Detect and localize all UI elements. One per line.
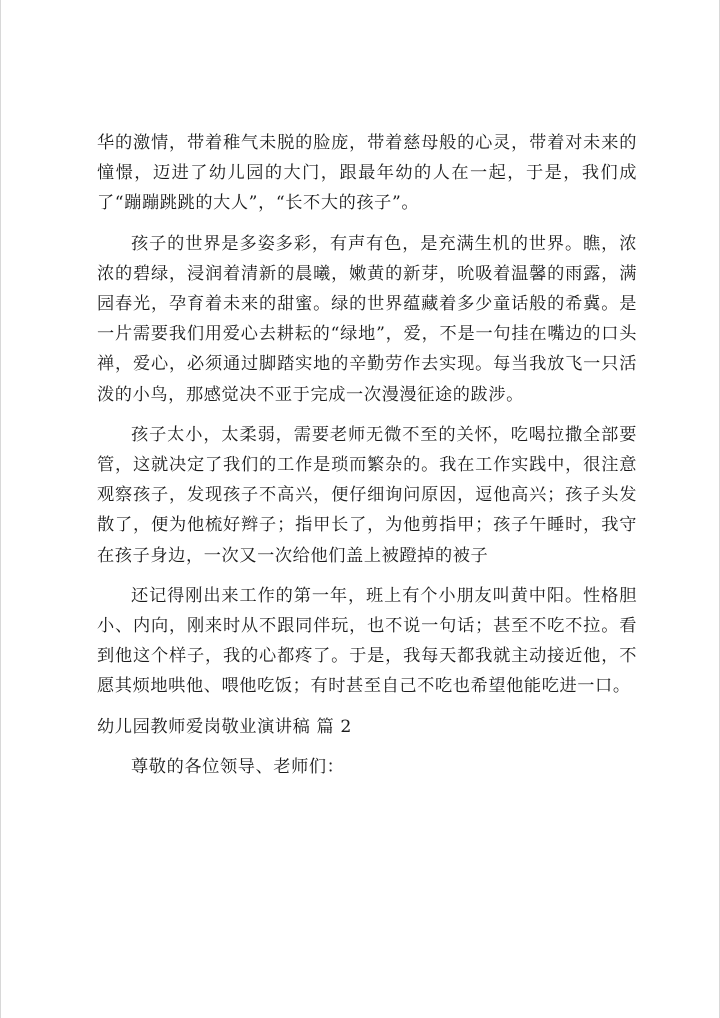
paragraph-children-world: 孩子的世界是多姿多彩，有声有色，是充满生机的世界。瞧，浓浓的碧绿，浸润着清新的晨曦，嫩黄的新芽，吮吸着温馨的雨露，满园春光，孕育着未来的甜蜜。绿的世界蕴藏着多少童话般的希冀。是一片需要我们用爱心去耕耘的“绿地”，爱，不是一句挂在嘴边的口头禅，爱心，必须通过脚踏实地的辛勤劳作去实现。每当我放飞一只活泼的小鸟，那感觉决不亚于完成一次漫漫征途的跋涉。 (97, 233, 637, 405)
salutation: 尊敬的各位领导、老师们： (131, 756, 345, 777)
document-body (97, 128, 637, 782)
paragraph-first-year: 还记得刚出来工作的第一年，班上有个小朋友叫黄中阳。性格胆小、内向，刚来时从不跟同伴玩，也不说一句话；甚至不吃不拉。看到他这个样子，我的心都疼了。于是，我每天都我就主动接近他，不愿其烦地哄他、喂他吃饭；有时甚至自己不吃也希望他能吃进一口。 (97, 585, 637, 697)
paragraph-continuation: 华的激情，带着稚气未脱的脸庞，带着慈母般的心灵，带着对未来的憧憬，迈进了幼儿园的大门，跟最年幼的人在一起，于是，我们成了“蹦蹦跳跳的大人”，“长不大的孩子”。 (97, 133, 637, 214)
paragraph-children-care: 孩子太小，太柔弱，需要老师无微不至的关怀，吃喝拉撒全部要管，这就决定了我们的工作是琐而繁杂的。我在工作实践中，很注意观察孩子，发现孩子不高兴，便仔细询问原因，逗他高兴；孩子头发散了，便为他梳好辫子；指甲长了，为他剪指甲；孩子午睡时，我守在孩子身边，一次又一次给他们盖上被蹬掉的被子 (97, 424, 637, 566)
section-heading: 幼儿园教师爱岗敬业演讲稿 篇 2 (97, 716, 352, 737)
